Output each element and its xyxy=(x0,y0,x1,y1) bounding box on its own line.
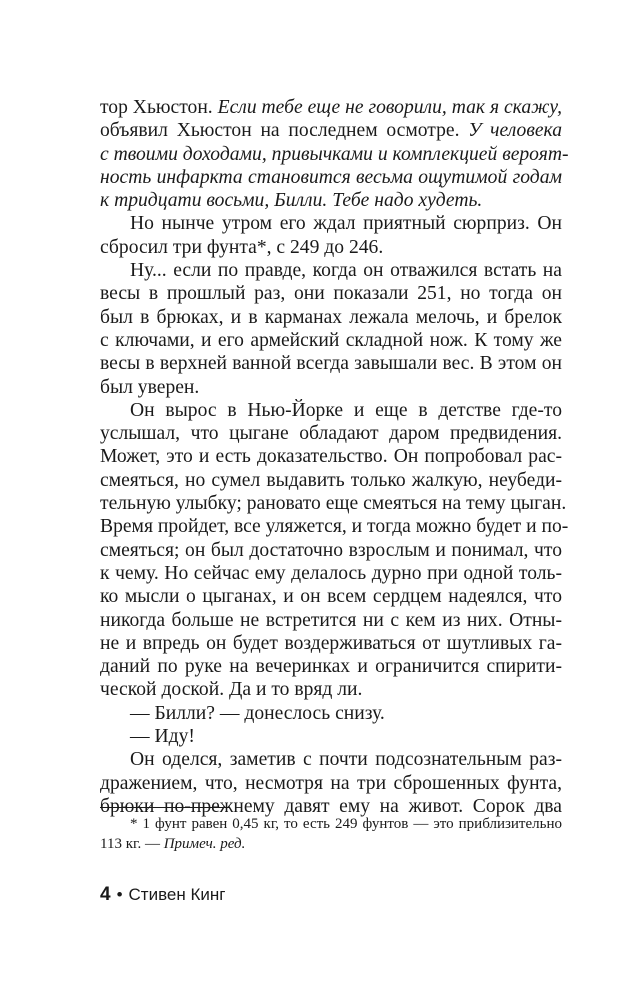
text-span: объявил Хьюстон на последнем осмотре. xyxy=(100,120,469,142)
text-line xyxy=(100,96,562,119)
paragraph-3 xyxy=(100,259,562,399)
text-line: весы в прошлый раз, они показали 251, но тогда он xyxy=(100,283,562,305)
text-line xyxy=(100,189,562,212)
text-line: ческой доской. Да и то вряд ли. xyxy=(100,679,363,701)
paragraph-4 xyxy=(100,399,569,702)
footnote-divider xyxy=(100,807,230,808)
text-line: смеяться, но сумел выдавить только жалкую, неубеди- xyxy=(100,469,562,491)
running-author: Стивен Кинг xyxy=(128,885,226,904)
text-line xyxy=(100,143,569,166)
text-line: Время пройдет, все уляжется, и тогда можно будет и по- xyxy=(100,516,569,538)
italic-span: У человека xyxy=(468,120,562,142)
text-span: тор Хьюстон. xyxy=(100,97,218,118)
text-line: тельную улыбку; рановато еще смеяться на тему цыган. xyxy=(100,493,567,515)
paragraph-2 xyxy=(100,212,562,259)
text-line: брюки по-прежнему давят ему на живот. Сорок два xyxy=(100,795,562,817)
page-number: 4 xyxy=(100,884,111,905)
paragraph-1 xyxy=(100,96,569,212)
text-line: услышал, что цыгане обладают даром предвидения. xyxy=(100,423,562,445)
text-line: был в брюках, и в карманах лежала мелочь, и брелок xyxy=(100,306,562,328)
text-line xyxy=(100,166,562,189)
text-line: сбросил три фунта*, с 249 до 246. xyxy=(100,236,384,258)
text-line: с ключами, и его армейский складной нож. К тому же xyxy=(100,329,562,351)
text-line: не и впредь он будет воздерживаться от шутливых га- xyxy=(100,632,562,654)
text-line: Ну... если по правде, когда он отважился встать на xyxy=(130,260,562,282)
text-line: смеяться; он был достаточно взрослым и понимал, что xyxy=(100,539,562,561)
text-line: был уверен. xyxy=(100,376,200,398)
text-line: к чему. Но сейчас ему делалось дурно при одной толь- xyxy=(100,562,562,584)
footnote-line: * 1 фунт равен 0,45 кг, то есть 249 фунтов — это приблизительно xyxy=(130,816,562,832)
text-line: никогда больше не встретится ни с кем из них. Отны- xyxy=(100,609,562,631)
text-line: Он вырос в Нью-Йорке и еще в детстве где-то xyxy=(130,399,562,421)
text-line: Может, это и есть доказательство. Он попробовал рас- xyxy=(100,446,562,468)
footnote-line xyxy=(100,834,562,854)
italic-span: с твоими доходами, привычками и комплекцией вероят- xyxy=(100,143,569,165)
text-line: Но нынче утром его ждал приятный сюрприз. Он xyxy=(130,213,562,235)
page-footer xyxy=(100,884,225,906)
dialogue-line: — Билли? — донеслось снизу. xyxy=(130,702,385,724)
text-line: ко мысли о цыганах, и он всем сердцем надеялся, что xyxy=(100,586,562,608)
footnote xyxy=(100,814,562,854)
body-text xyxy=(100,96,569,818)
bullet-separator: • xyxy=(116,885,123,904)
dialogue-line: — Иду! xyxy=(130,726,195,748)
text-line: даний по руке на вечеринках и ограничится спирити- xyxy=(100,656,562,678)
text-line: весы в верхней ванной всегда завышали вес. В этом он xyxy=(100,353,562,375)
text-span: 113 кг. — xyxy=(100,836,164,852)
paragraph-6 xyxy=(100,725,562,748)
text-line: Он оделся, заметив с почти подсознательным раз- xyxy=(130,749,562,771)
paragraph-5 xyxy=(100,702,562,725)
italic-span: к тридцати восьми, Билли. Тебе надо худеть. xyxy=(100,190,483,212)
text-line: дражением, что, несмотря на три сброшенных фунта, xyxy=(100,772,562,794)
text-line xyxy=(100,119,562,142)
italic-span: Если тебе еще не говорили, так я скажу, xyxy=(217,97,562,118)
italic-span: ность инфаркта становится весьма ощутимой годам xyxy=(100,166,562,188)
italic-span: Примеч. ред. xyxy=(163,836,246,852)
